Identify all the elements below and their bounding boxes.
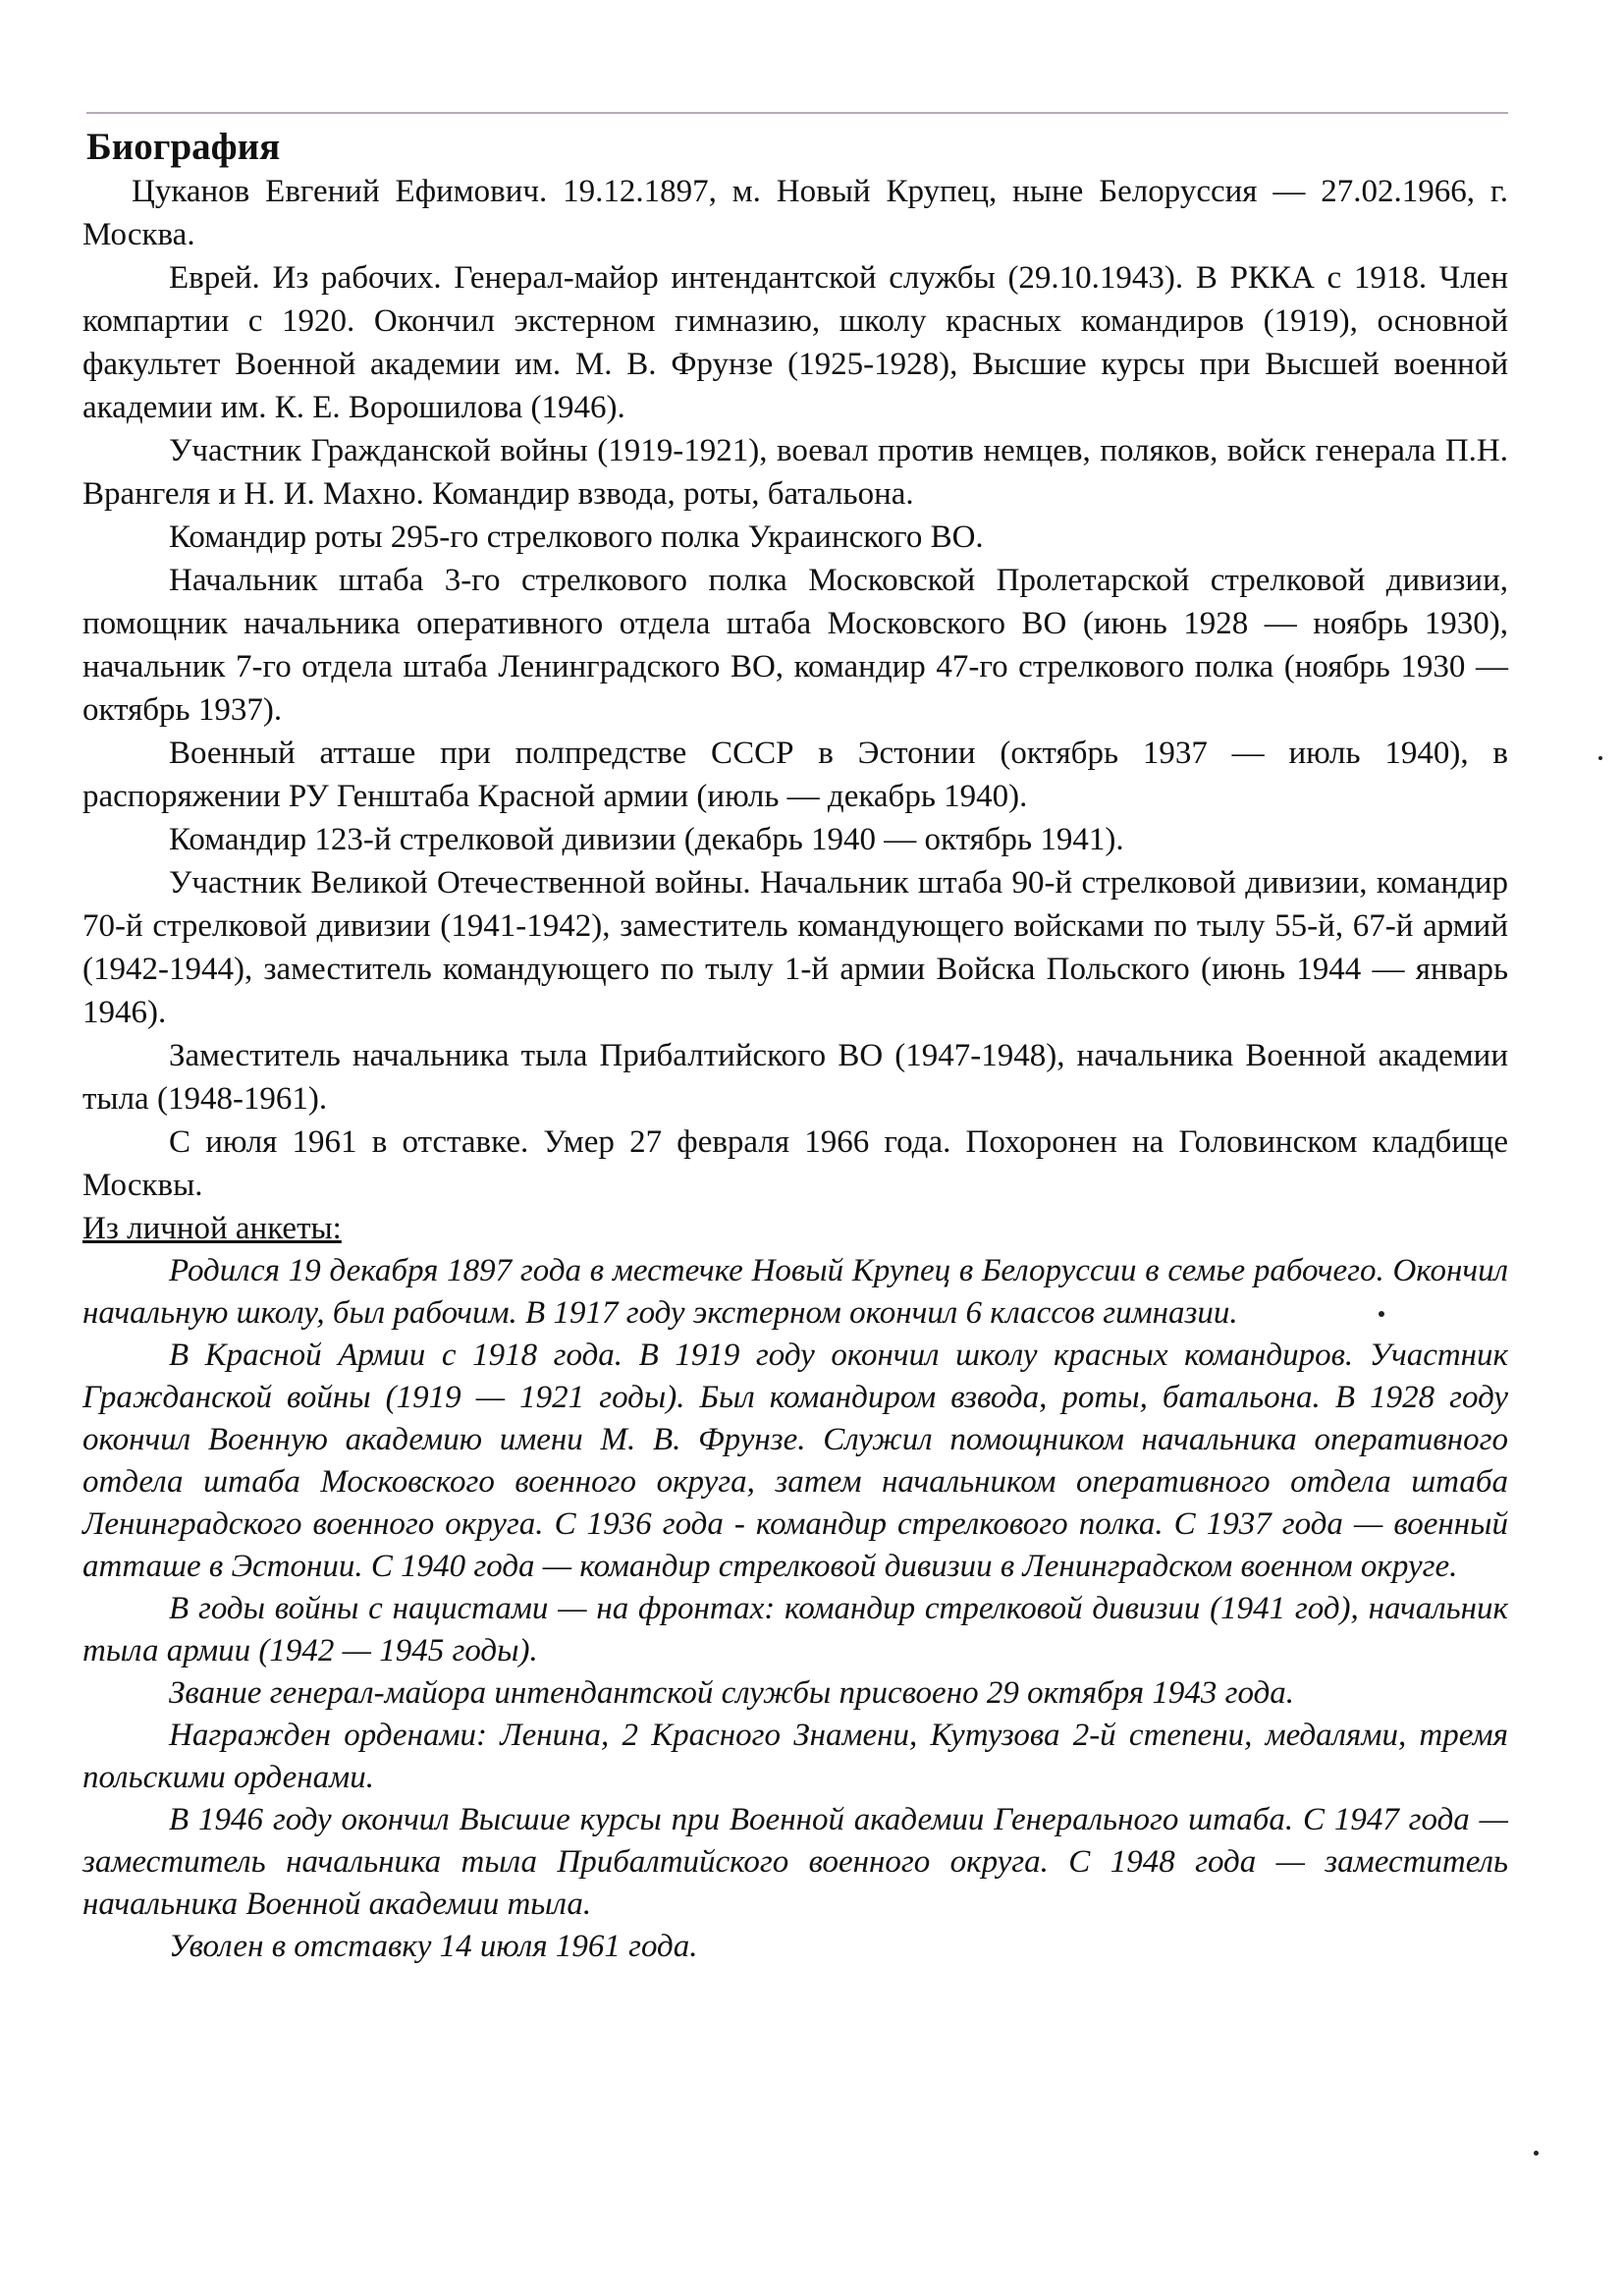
paragraph-10: С июля 1961 в отставке. Умер 27 февраля 1966 года. Похоронен на Головинском кладбище Москвы. [82,1123,1508,1203]
questionnaire-paragraph-1: Родился 19 декабря 1897 года в местечке Новый Крупец в Белоруссии в семье рабочего. Окончил начальную школу, был рабочим. В 1917 году экстерном окончил 6 классов гимназии. [82,1252,1508,1331]
paragraph-2: Еврей. Из рабочих. Генерал-майор интендантской службы (29.10.1943). В РККА с 1918. Член компартии с 1920. Окончил экстерном гимназию, школу красных командиров (1919), основной факультет Военной академии им. М. В. Фрунзе (1925-1928), Высшие курсы при Высшей военной академии им. К. Е. Ворошилова (1946). [82,259,1508,425]
scan-speck [1598,756,1602,760]
questionnaire-heading: Из личной анкеты: [82,1210,342,1246]
questionnaire-paragraph-4: Звание генерал-майора интендантской службы присвоено 29 октября 1943 года. [169,1674,1295,1711]
top-rule [86,112,1508,114]
questionnaire-paragraph-3: В годы войны с нацистами — на фронтах: командир стрелковой дивизии (1941 год), начальник тыла армии (1942 — 1945 годы). [82,1590,1508,1668]
questionnaire-paragraph-2: В Красной Армии с 1918 года. В 1919 году окончил школу красных командиров. Участник Гражданской войны (1919 — 1921 годы). Был командиром взвода, роты, батальона. В 1928 году окончил Военную академию имени М. В. Фрунзе. Служил помощником начальника оперативного отдела штаба Московского военного округа, затем начальником оперативного отдела штаба Ленинградского военного округа. С 1936 года - командир стрелкового полка. С 1937 года — военный атташе в Эстонии. С 1940 года — командир стрелковой дивизии в Ленинградском военном округе. [82,1337,1508,1584]
paragraph-6: Военный атташе при полпредстве СССР в Эстонии (октябрь 1937 — июль 1940), в распоряжении РУ Генштаба Красной армии (июль — декабрь 1940). [82,735,1508,814]
questionnaire-paragraph-5: Награжден орденами: Ленина, 2 Красного Знамени, Кутузова 2-й степени, медалями, тремя польскими орденами. [82,1717,1508,1795]
paragraph-5: Начальник штаба 3-го стрелкового полка Московской Пролетарской стрелковой дивизии, помощник начальника оперативного отдела штаба Московского ВО (июнь 1928 — ноябрь 1930), начальник 7-го отдела штаба Ленинградского ВО, командир 47-го стрелкового полка (ноябрь 1930 — октябрь 1937). [82,562,1508,728]
questionnaire-paragraph-6: В 1946 году окончил Высшие курсы при Военной академии Генерального штаба. С 1947 года — заместитель начальника тыла Прибалтийского военного округа. С 1948 года — заместитель начальника Военной академии тыла. [82,1801,1508,1922]
paragraph-3: Участник Гражданской войны (1919-1921), воевал против немцев, поляков, войск генерала П.Н. Врангеля и Н. И. Махно. Командир взвода, роты, батальона. [82,432,1508,512]
paragraph-1: Цуканов Евгений Ефимович. 19.12.1897, м. Новый Крупец, ныне Белоруссия — 27.02.1966, г. Москва. [82,173,1508,252]
questionnaire-paragraph-7: Уволен в отставку 14 июля 1961 года. [169,1928,698,1964]
paragraph-8: Участник Великой Отечественной войны. Начальник штаба 90-й стрелковой дивизии, командир 70-й стрелковой дивизии (1941-1942), заместитель командующего войсками по тылу 55-й, 67-й армий (1942-1944), заместитель командующего по тылу 1-й армии Войска Польского (июнь 1944 — январь 1946). [82,864,1508,1030]
document-body [82,122,1508,1968]
paragraph-9: Заместитель начальника тыла Прибалтийского ВО (1947-1948), начальника Военной академии тыла (1948-1961). [82,1037,1508,1117]
page-title: Биография [86,126,281,168]
paragraph-4: Командир роты 295-го стрелкового полка Украинского ВО. [169,519,984,555]
paragraph-7: Командир 123-й стрелковой дивизии (декабрь 1940 — октябрь 1941). [169,821,1124,857]
scan-speck [1379,1311,1384,1317]
scan-speck [1534,2151,1539,2156]
